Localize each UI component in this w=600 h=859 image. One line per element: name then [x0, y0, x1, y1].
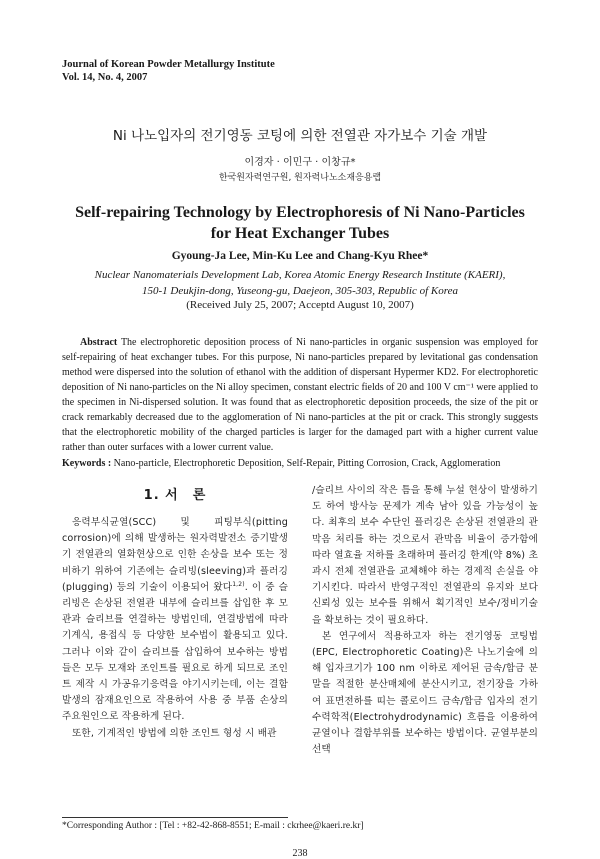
korean-affiliation: 한국원자력연구원, 원자력나노소재응용랩: [218, 173, 382, 183]
english-affiliation: [0, 267, 600, 299]
keywords: [62, 458, 538, 469]
body-paragraph: 본 연구에서 적용하고자 하는 전기영동 코팅법(EPC, Electrophoretic Coating)은 나노기술에 의해 입자크기가 100 nm 이하로 제어된 금속/합금 분말을 적절한 분산매체에 분산시키고, 전기장을 가하여 표면전하를 띠는 콜로이드 금속/합금 입자의 전기수력학적(Electrohydrodynamic) 흐름을 이용하여 균열이나 결함부위를 보수하는 방법이다. 균열부분의 선택: [312, 630, 538, 756]
keywords-label: Keywords :: [62, 458, 112, 469]
footnote-rule: [62, 817, 288, 818]
paragraph-text: 응력부식균열(SCC) 및 피팅부식(pitting corrosion)에 의해 발생하는 원자력발전소 증기발생기 전열관의 열화현상으로 인한 손상을 보수 또는 정비하기 위하여 기존에는 슬리빙(sleeving)과 플러깅(plugging) 등의 기술이 이용되어 왔다: [62, 517, 288, 593]
left-column: [62, 515, 288, 742]
english-affiliation-line2: 150-1 Deukjin-dong, Yuseong-gu, Daejeon, 305-303, Republic of Korea: [141, 285, 458, 297]
english-title-line1: Self-repairing Technology by Electrophoresis of Ni Nano-Particles: [75, 204, 525, 221]
english-title-line2: for Heat Exchanger Tubes: [210, 225, 390, 242]
abstract-text: The electrophoretic deposition process of Ni nano-particles in organic suspension was employed for self-repairing of heat exchanger tubes. For this purpose, Ni nano-particles prepared by levitational gas condensation method were dispersed into the solution of ethanol with the addition of dispersant Hypermer KD2. For electrophoretic deposition of Ni nano-particles on the Ni alloy specimen, constant electric fields of 20 and 100 V cm⁻¹ were applied to the specimen in Ni-dispersed solution. It was found that as electrophoretic deposition proceeds, the size of the pit or crack remarkably decreased due to the agglomeration of Ni nano-particles at the pit or crack. This strongly suggests that the electrophoretic mobility of the charged particles is larger for the damaged part with a higher current value rather than outer surfaces with a lower current value.: [62, 337, 538, 453]
abstract: [62, 335, 538, 455]
abstract-label: Abstract: [80, 337, 118, 348]
reference-marker: 1,2): [232, 580, 245, 588]
body-paragraph: 또한, 기계적인 방법에 의한 조인트 형성 시 배관: [72, 727, 277, 739]
english-authors: Gyoung-Ja Lee, Min-Ku Lee and Chang-Kyu Rhee*: [171, 250, 429, 262]
right-column: [312, 483, 538, 758]
received-dates: (Received July 25, 2007; Acceptd August 10, 2007): [186, 299, 414, 311]
english-affiliation-line1: Nuclear Nanomaterials Development Lab, Korea Atomic Energy Research Institute (KAERI),: [94, 269, 506, 281]
korean-title: Ni 나노입자의 전기영동 코팅에 의한 전열관 자가보수 기술 개발: [112, 128, 488, 144]
journal-header: [62, 58, 275, 84]
korean-authors: 이경자 · 이민구 · 이창규*: [244, 157, 356, 168]
paragraph-text: . 이 중 슬리빙은 손상된 전열관 내부에 슬리브를 삽입한 후 모관과 슬리브를 연결하는 방법인데, 연결방법에 따라 기계식, 용접식 등 다양한 보수법이 활용되고 있다. 그러나 이와 같이 슬리브를 삽입하여 보수하는 방법들은 모두 모재와 조인트를 필요로 하게 되므로 조인트 제작 시 가공유기응력을 야기시키는데, 이는 결함 발생의 잠재요인으로 작용하여 사용 중 부품 손상의 주요원인으로 작용하게 된다.: [62, 581, 288, 723]
corresponding-author-footnote: *Corresponding Author : [Tel : +82-42-868-8551; E-mail : ckrhee@kaeri.re.kr]: [62, 821, 364, 831]
page-number: 238: [292, 848, 308, 859]
journal-volume: Vol. 14, No. 4, 2007: [62, 72, 148, 83]
english-title: [0, 202, 600, 244]
section-heading: 1. 서 론: [143, 488, 207, 503]
keywords-text: Nano-particle, Electrophoretic Deposition, Self-Repair, Pitting Corrosion, Crack, Agglomeration: [113, 458, 501, 469]
body-paragraph: [62, 515, 288, 726]
body-paragraph: /슬리브 사이의 작은 틈을 통해 누설 현상이 발생하기도 하여 방사능 문제가 계속 남아 있을 가능성이 높다. 최후의 보수 수단인 플러깅은 손상된 전열관의 관막음 처리를 하는 것으로서 관막음 비율이 증가함에 따라 열효율 저하를 초래하며 플러깅 한계(약 8%) 초과시 전체 전열관을 교체해야 하는 경제적 손실을 야기시킨다. 따라서 반영구적인 전열관의 유지와 보다 신뢰성 있는 보수를 위해서 획기적인 보수/정비기술을 확보하는 것이 필요하다.: [312, 485, 538, 626]
journal-name: Journal of Korean Powder Metallurgy Institute: [62, 59, 275, 70]
